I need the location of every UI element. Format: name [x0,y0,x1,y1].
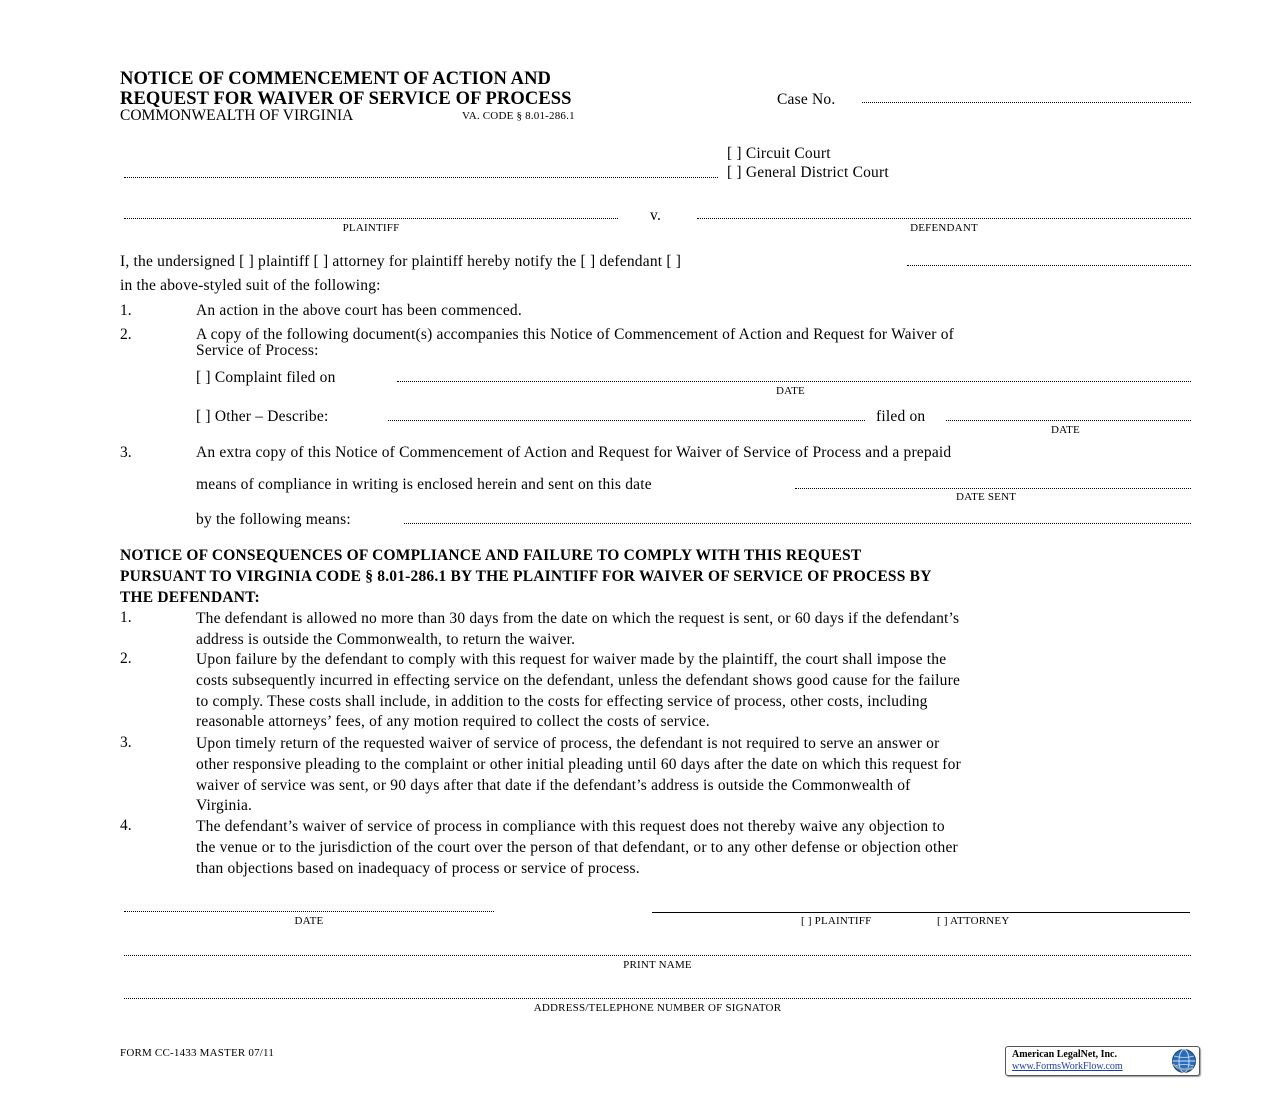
other-date-label: DATE [1051,424,1080,436]
consequence-number: 4. [120,817,132,834]
print-name-label: PRINT NAME [623,959,692,971]
item-number: 2. [120,326,132,343]
form-id: FORM CC-1433 MASTER 07/11 [120,1047,275,1059]
defendant-field[interactable] [697,218,1191,219]
globe-icon [1171,1048,1197,1074]
signature-line[interactable] [652,912,1190,913]
notice-heading-line1: NOTICE OF CONSEQUENCES OF COMPLIANCE AND FAILURE TO COMPLY WITH THIS REQUEST [120,547,862,564]
plaintiff-field[interactable] [124,218,618,219]
item-3-text-line1: An extra copy of this Notice of Commencement of Action and Request for Waiver of Service of Process and a prepaid [196,444,952,461]
notice-heading-line3: THE DEFENDANT: [120,589,260,606]
consequence-2: Upon failure by the defendant to comply with this request for waiver made by the plaintiff, the court shall impose the costs subsequently incurred in effecting service on the defendant, unless the defendant shows good cause for the failure to comply. These costs shall include, in addition to the costs for effecting service of process, other costs, including reasonable attorneys’ fees, of any motion required to collect the costs of service. [196,651,961,731]
versus-label: v. [650,207,662,224]
intro-line-1: I, the undersigned [ ] plaintiff [ ] attorney for plaintiff hereby notify the [ ] defendant [ ] [120,253,682,270]
case-no-field[interactable] [862,102,1191,103]
consequence-number: 1. [120,609,132,626]
consequence-4: The defendant’s waiver of service of process in compliance with this request does not thereby waive any objection to the venue or to the jurisdiction of the court over the person of that defendant, or to any other defense or objection other than objections based on inadequacy of process or service of process. [196,818,958,877]
logo-url-link[interactable]: www.FormsWorkFlow.com [1012,1061,1123,1072]
va-code-label: VA. CODE § 8.01-286.1 [462,110,575,122]
item-number: 3. [120,444,132,461]
item-3-text-line2: means of compliance in writing is enclosed herein and sent on this date [196,476,652,493]
notice-heading-line2: PURSUANT TO VIRGINIA CODE § 8.01-286.1 BY THE PLAINTIFF FOR WAIVER OF SERVICE OF PROCESS BY [120,568,932,585]
item-number: 1. [120,302,132,319]
court-name-field[interactable] [124,177,718,178]
commonwealth-label: COMMONWEALTH OF VIRGINIA [120,107,354,124]
plaintiff-label: PLAINTIFF [342,222,400,234]
other-describe-checkbox[interactable]: [ ] Other – Describe: [196,408,329,425]
filed-on-label: filed on [876,408,926,425]
defendant-label: DEFENDANT [910,222,978,234]
other-describe-field[interactable] [388,420,865,421]
item-2-text-line2: Service of Process: [196,342,319,359]
signature-date-label: DATE [294,915,324,927]
general-district-court-checkbox[interactable]: [ ] General District Court [727,164,889,181]
case-no-label: Case No. [777,91,836,108]
consequence-3: Upon timely return of the requested waiver of service of process, the defendant is not required to serve an answer or other responsive pleading to the complaint or other initial pleading until 60 days after the date on which this request for waiver of service was sent, or 90 days after that date if the defendant’s address is outside the Commonwealth of Virginia. [196,735,961,815]
circuit-court-checkbox[interactable]: [ ] Circuit Court [727,145,831,162]
consequence-number: 3. [120,734,132,751]
date-sent-label: DATE SENT [956,491,1017,503]
american-legalnet-logo[interactable] [1005,1046,1200,1076]
intro-line-2: in the above-styled suit of the following: [120,277,381,294]
defendant-name-field[interactable] [907,265,1191,266]
complaint-checkbox[interactable]: [ ] Complaint filed on [196,369,336,386]
address-telephone-label: ADDRESS/TELEPHONE NUMBER OF SIGNATOR [533,1002,782,1014]
consequence-number: 2. [120,650,132,667]
item-2-text-line1: A copy of the following document(s) accompanies this Notice of Commencement of Action and Request for Waiver of [196,326,955,343]
other-filed-date-field[interactable] [946,420,1191,421]
signature-date-field[interactable] [124,911,494,912]
form-title-line2: REQUEST FOR WAIVER OF SERVICE OF PROCESS [120,89,572,109]
item-3-text-line3: by the following means: [196,511,351,528]
item-1-text: An action in the above court has been commenced. [196,302,522,319]
complaint-date-field[interactable] [397,381,1191,382]
address-telephone-field[interactable] [124,998,1191,999]
attorney-signer-checkbox[interactable]: [ ] ATTORNEY [937,915,1010,927]
plaintiff-signer-checkbox[interactable]: [ ] PLAINTIFF [801,915,872,927]
print-name-field[interactable] [124,955,1191,956]
logo-company-name: American LegalNet, Inc. [1012,1049,1117,1060]
complaint-date-label: DATE [776,385,805,397]
consequence-1: The defendant is allowed no more than 30 days from the date on which the request is sent, or 60 days if the defendant’s address is outside the Commonwealth, to return the waiver. [196,610,960,648]
form-title-line1: NOTICE OF COMMENCEMENT OF ACTION AND [120,69,552,89]
means-field[interactable] [404,523,1191,524]
date-sent-field[interactable] [795,488,1191,489]
